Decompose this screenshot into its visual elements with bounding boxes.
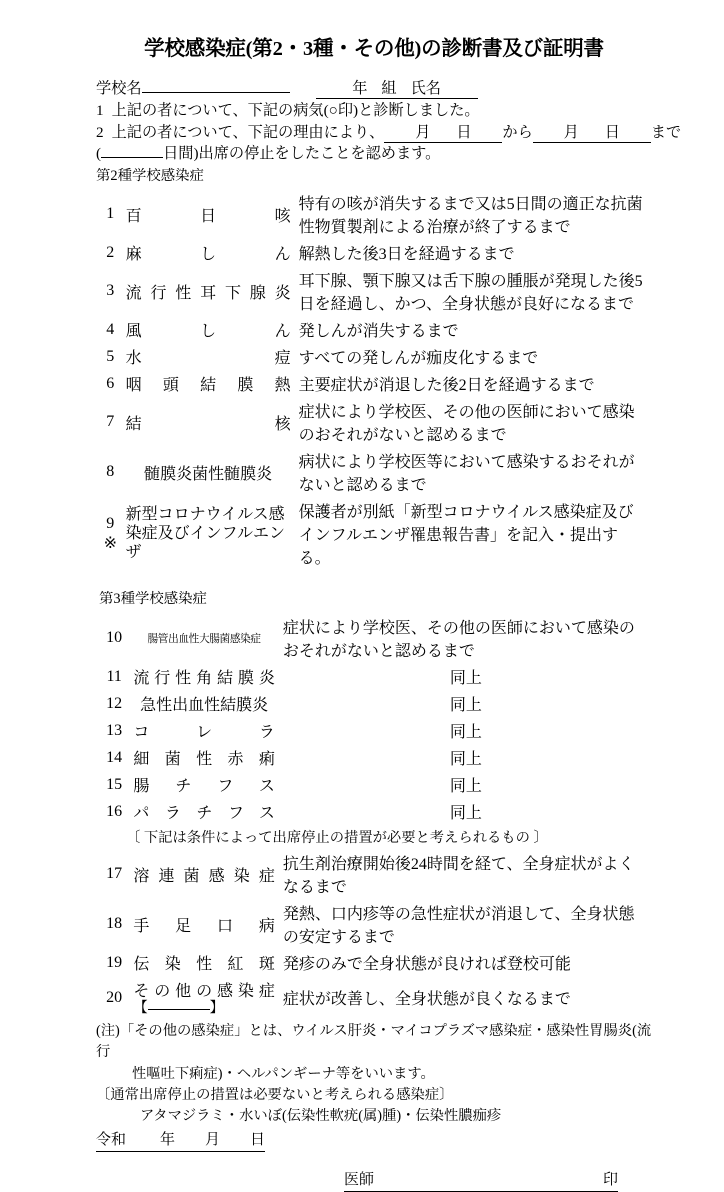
bracket-open: 【: [133, 1000, 148, 1017]
disease-name: [132, 772, 275, 797]
statement-item-2: [96, 122, 682, 144]
row-number-text: 9: [106, 514, 115, 532]
row-number: 20: [106, 988, 123, 1006]
footnote-line-3: 〔通常出席停止の措置は必要ないと考えられる感染症〕: [96, 1087, 454, 1104]
absence-days-input[interactable]: [101, 157, 163, 158]
conditional-absence-banner: 〔 下記は条件によって出席停止の措置が必要と考えられるもの 〕: [126, 830, 548, 847]
table-row: [98, 850, 650, 898]
disease-criteria: 特有の咳が消失するまで又は5日間の適正な抗菌性物質製剤による治療が終了するまで: [298, 196, 643, 237]
disease-name: [132, 718, 275, 743]
row-number: 15: [106, 775, 123, 793]
day-label: 日: [250, 1132, 266, 1149]
disease-criteria: 主要症状が消退した後2日を経過するまで: [298, 377, 595, 395]
row-number: 4: [106, 320, 115, 338]
disease-name-text: コレラ: [133, 724, 275, 742]
disease-name: [125, 267, 292, 315]
disease-name-text: 咽頭結膜熱: [125, 377, 291, 395]
disease-name-text: 水痘: [125, 350, 291, 368]
item3-text: 出席の停止をしたことを認めます。: [198, 145, 441, 163]
table-row: [98, 344, 650, 369]
table-row: [98, 950, 650, 975]
table-row: [98, 977, 650, 1018]
category-2-disease-table: [96, 188, 652, 571]
item1-number: 1: [96, 101, 104, 119]
table-row: [98, 317, 650, 342]
disease-criteria: 解熱した後3日を経過するまで: [298, 246, 515, 264]
row-number: 18: [106, 915, 123, 933]
row-number: 5: [106, 347, 115, 365]
item2-until: まで: [650, 123, 682, 141]
disease-name: [125, 344, 292, 369]
absence-start-date-input[interactable]: [384, 123, 502, 143]
class-label: 組: [381, 80, 397, 97]
school-name-line: [96, 78, 652, 100]
disease-criteria: 同上: [449, 751, 482, 769]
item2-text-a: 上記の者について、下記の理由により、: [111, 123, 385, 141]
disease-name: [132, 977, 275, 1018]
disease-criteria: 発疹のみで全身状態が良ければ登校可能: [282, 956, 571, 974]
disease-criteria: 症状により学校医、その他の医師において感染のおそれがないと認めるまで: [298, 404, 635, 445]
disease-name-text: 手足口病: [133, 917, 275, 935]
page-title: 学校感染症(第2・3種・その他)の診断書及び証明書: [144, 38, 604, 60]
disease-name: [132, 850, 275, 898]
disease-criteria: 症状により学校医、その他の医師において感染のおそれがないと認めるまで: [282, 620, 635, 661]
disease-name: [125, 498, 292, 569]
student-info-input[interactable]: [316, 79, 478, 99]
disease-name-text: 新型コロナウイルス感染症及びインフルエンザ: [125, 505, 285, 562]
row-number: 12: [106, 694, 123, 712]
item2-number: 2: [96, 123, 104, 141]
other-disease-input[interactable]: [148, 1009, 210, 1010]
table-row: [98, 371, 650, 396]
category-3-disease-table: [96, 612, 652, 1020]
disease-name: [132, 950, 275, 975]
disease-name: [125, 317, 292, 342]
era-label: 令和: [96, 1132, 127, 1149]
disease-criteria: すべての発しんが痂皮化するまで: [298, 350, 539, 368]
row-number: 19: [106, 953, 123, 971]
disease-name-text: その他の感染症: [133, 983, 275, 1001]
disease-name: [125, 240, 292, 265]
table-row: [98, 190, 650, 238]
statement-item-1: [96, 100, 652, 122]
table-row: [98, 267, 650, 315]
row-number: 17: [106, 865, 123, 883]
disease-name-text: 溶連菌感染症: [133, 867, 275, 885]
disease-criteria: 同上: [449, 670, 482, 688]
days-open-paren: (: [96, 145, 102, 163]
table-row: [98, 900, 650, 948]
disease-name-text: 細菌性赤痢: [133, 751, 275, 769]
disease-criteria: 同上: [449, 778, 482, 796]
disease-criteria: 症状が改善し、全身状態が良くなるまで: [282, 991, 571, 1009]
table-row: [98, 398, 650, 446]
date-line: [96, 1130, 652, 1152]
table-row: [98, 498, 650, 569]
table-row-banner: [98, 826, 650, 848]
year-label: 年: [160, 1132, 176, 1149]
date-input[interactable]: [96, 1130, 265, 1152]
item1-text: 上記の者について、下記の病気(○印)と診断しました。: [111, 101, 480, 119]
disease-criteria: 同上: [449, 805, 482, 823]
disease-name: [132, 799, 275, 824]
row-number: 13: [106, 721, 123, 739]
from-day-label: 日: [456, 123, 472, 141]
disease-name-text: 風しん: [125, 323, 291, 341]
table-row: [98, 718, 650, 743]
table-row: [98, 240, 650, 265]
disease-criteria: 耳下腺、顎下腺又は舌下腺の腫脹が発現した後5日を経過し、かつ、全身状態が良好になるまで: [298, 273, 643, 314]
doctor-label: 医師: [344, 1172, 375, 1189]
item2-from: から: [502, 123, 533, 141]
disease-name-text: 流行性耳下腺炎: [125, 284, 291, 302]
days-label: 日間): [163, 145, 199, 163]
row-number: 10: [106, 629, 123, 647]
footnote-line-4: アタマジラミ・水いぼ(伝染性軟疣(属)腫)・伝染性膿痂疹: [140, 1108, 502, 1125]
doctor-signature-line: [96, 1170, 652, 1192]
to-month-label: 月: [563, 123, 579, 141]
absence-end-date-input[interactable]: [533, 123, 651, 143]
disease-criteria: 発しんが消失するまで: [298, 323, 459, 341]
disease-name: [125, 448, 292, 496]
row-number: 6: [106, 374, 115, 392]
row-number: 7: [106, 413, 115, 431]
footnote-line-1: (注)「その他の感染症」とは、ウイルス肝炎・マイコプラズマ感染症・感染性胃腸炎(流行: [96, 1023, 652, 1061]
other-disease-write-in[interactable]: [133, 1000, 274, 1017]
section-3-label: 第3種学校感染症: [99, 591, 207, 608]
section-2-label: 第2種学校感染症: [96, 168, 204, 185]
table-row: [98, 614, 650, 662]
table-row: [98, 745, 650, 770]
row-number: 14: [106, 748, 123, 766]
from-month-label: 月: [415, 123, 431, 141]
bracket-close: 】: [209, 1000, 224, 1017]
disease-criteria: 保護者が別紙「新型コロナウイルス感染症及びインフルエンザ罹患報告書」を記入・提出する。: [298, 504, 634, 568]
school-name-label: 学校名: [96, 80, 142, 97]
row-number: [98, 498, 123, 569]
document-body: [96, 0, 682, 1192]
student-name-label: 氏名: [410, 80, 441, 97]
disease-name: [132, 691, 275, 716]
disease-name: [132, 745, 275, 770]
table-row: [98, 772, 650, 797]
row-number: 2: [106, 243, 115, 261]
disease-name-text: 伝染性紅斑: [133, 956, 275, 974]
disease-criteria: 抗生剤治療開始後24時間を経て、全身症状がよくなるまで: [282, 856, 635, 897]
disease-criteria: 病状により学校医等において感染するおそれがないと認めるまで: [298, 454, 635, 495]
category-2-table-body: [98, 190, 650, 569]
disease-criteria: 同上: [449, 697, 482, 715]
disease-name-text: 結核: [125, 415, 291, 433]
table-row: [98, 664, 650, 689]
statement-item-3: [96, 143, 652, 165]
disease-name-text: 髄膜炎菌性髄膜炎: [144, 465, 273, 483]
row-number: 8: [106, 463, 115, 481]
footnote-line-2: 性嘔吐下痢症)・ヘルパンギーナ等をいいます。: [132, 1066, 435, 1083]
disease-name-text: 急性出血性結膜炎: [140, 697, 269, 715]
seal-label: 印: [603, 1172, 619, 1189]
disease-criteria: 同上: [449, 724, 482, 742]
disease-name-text: 麻しん: [125, 246, 291, 264]
table-row: [98, 799, 650, 824]
table-row: [98, 448, 650, 496]
disease-name: [132, 664, 275, 689]
category-3-table-body: [98, 614, 650, 1018]
disease-name-text: 腸チフス: [133, 778, 275, 796]
disease-name-text: 百日咳: [125, 207, 291, 225]
row-number: 3: [106, 282, 115, 300]
row-number: 16: [106, 802, 123, 820]
year-label: 年: [352, 80, 368, 97]
disease-name: [125, 371, 292, 396]
to-day-label: 日: [604, 123, 620, 141]
school-name-input[interactable]: [142, 92, 290, 93]
table-row: [98, 691, 650, 716]
disease-criteria: 発熱、口内疹等の急性症状が消退して、全身状態の安定するまで: [282, 906, 635, 947]
disease-name: [132, 900, 275, 948]
disease-name: [125, 398, 292, 446]
disease-name-text: 流行性角結膜炎: [133, 670, 275, 688]
month-label: 月: [205, 1132, 221, 1149]
disease-name: [125, 190, 292, 238]
asterisk-marker: ※: [103, 534, 117, 552]
disease-name-text: 腸管出血性大腸菌感染症: [147, 633, 261, 645]
disease-name: [132, 614, 275, 662]
row-number: 1: [106, 205, 115, 223]
doctor-signature-input[interactable]: [344, 1170, 618, 1192]
row-number: 11: [106, 667, 122, 685]
disease-name-text: パラチフス: [133, 805, 275, 823]
